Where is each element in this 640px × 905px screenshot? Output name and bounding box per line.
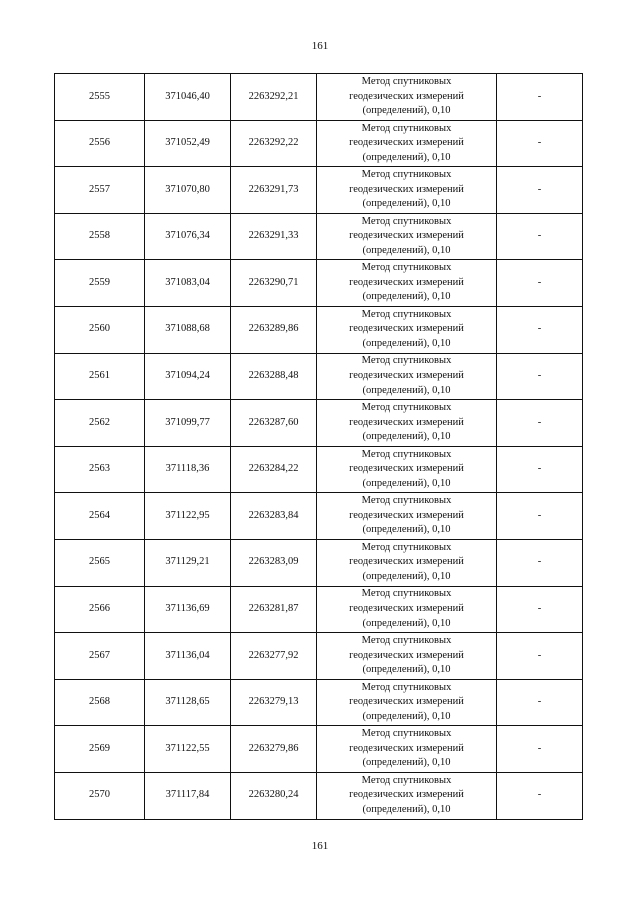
table-row: [55, 74, 583, 121]
method-text: Метод спутниковых геодезических измерений (определений), 0,10: [349, 262, 464, 303]
table-row: [55, 400, 583, 447]
point-number-cell: 2556: [55, 120, 145, 167]
method-text: Метод спутниковых геодезических измерений (определений), 0,10: [349, 448, 464, 489]
description-cell: -: [497, 679, 583, 726]
point-number-cell: 2563: [55, 446, 145, 493]
y-coordinate-cell: 2263291,33: [231, 213, 317, 260]
description-cell: -: [497, 400, 583, 447]
point-number-cell: 2559: [55, 260, 145, 307]
method-text: Метод спутниковых геодезических измерений (определений), 0,10: [349, 588, 464, 629]
point-number-cell: 2565: [55, 539, 145, 586]
y-coordinate-cell: 2263284,22: [231, 446, 317, 493]
table-row: [55, 260, 583, 307]
y-coordinate-cell: 2263280,24: [231, 772, 317, 819]
y-coordinate-cell: 2263288,48: [231, 353, 317, 400]
description-cell: -: [497, 586, 583, 633]
table-row: [55, 679, 583, 726]
point-number-cell: 2564: [55, 493, 145, 540]
method-text: Метод спутниковых геодезических измерений (определений), 0,10: [349, 541, 464, 583]
y-coordinate-cell: 2263279,13: [231, 679, 317, 726]
description-cell: -: [497, 446, 583, 493]
method-cell: [317, 74, 497, 121]
point-number-cell: 2569: [55, 726, 145, 773]
method-text: Метод спутниковых геодезических измерений (определений), 0,10: [349, 681, 464, 722]
x-coordinate-cell: 371129,21: [145, 539, 231, 586]
y-coordinate-cell: 2263287,60: [231, 400, 317, 447]
x-coordinate-cell: 371122,95: [145, 493, 231, 540]
y-coordinate-cell: 2263283,84: [231, 493, 317, 540]
point-number-cell: 2570: [55, 772, 145, 819]
description-cell: -: [497, 260, 583, 307]
method-text: Метод спутниковых геодезических измерений (определений), 0,10: [349, 495, 464, 536]
table-row: [55, 213, 583, 260]
method-cell: [317, 772, 497, 819]
method-cell: [317, 446, 497, 493]
x-coordinate-cell: 371136,69: [145, 586, 231, 633]
point-number-cell: 2560: [55, 306, 145, 353]
y-coordinate-cell: 2263283,09: [231, 539, 317, 586]
point-number-cell: 2567: [55, 633, 145, 680]
table-row: [55, 633, 583, 680]
x-coordinate-cell: 371052,49: [145, 120, 231, 167]
point-number-cell: 2566: [55, 586, 145, 633]
y-coordinate-cell: 2263291,73: [231, 167, 317, 214]
coordinates-table: [54, 73, 583, 820]
description-cell: -: [497, 539, 583, 586]
x-coordinate-cell: 371117,84: [145, 772, 231, 819]
x-coordinate-cell: 371122,55: [145, 726, 231, 773]
point-number-cell: 2561: [55, 353, 145, 400]
description-cell: -: [497, 726, 583, 773]
description-cell: -: [497, 213, 583, 260]
description-cell: -: [497, 167, 583, 214]
y-coordinate-cell: 2263292,21: [231, 74, 317, 121]
method-cell: [317, 400, 497, 447]
description-cell: -: [497, 493, 583, 540]
table-row: [55, 446, 583, 493]
x-coordinate-cell: 371088,68: [145, 306, 231, 353]
x-coordinate-cell: 371083,04: [145, 260, 231, 307]
method-text: Метод спутниковых геодезических измерений (определений), 0,10: [349, 215, 464, 256]
x-coordinate-cell: 371099,77: [145, 400, 231, 447]
method-cell: [317, 306, 497, 353]
table-row: [55, 120, 583, 167]
description-cell: -: [497, 120, 583, 167]
x-coordinate-cell: 371094,24: [145, 353, 231, 400]
x-coordinate-cell: 371046,40: [145, 74, 231, 121]
method-cell: [317, 167, 497, 214]
method-cell: [317, 539, 497, 586]
method-cell: [317, 493, 497, 540]
method-text: Метод спутниковых геодезических измерений (определений), 0,10: [349, 308, 464, 350]
method-cell: [317, 726, 497, 773]
table-row: [55, 167, 583, 214]
table-row: [55, 493, 583, 540]
coordinates-table-body: [55, 74, 583, 820]
y-coordinate-cell: 2263289,86: [231, 306, 317, 353]
method-text: Метод спутниковых геодезических измерений (определений), 0,10: [349, 355, 464, 396]
description-cell: -: [497, 306, 583, 353]
table-row: [55, 772, 583, 819]
y-coordinate-cell: 2263290,71: [231, 260, 317, 307]
method-cell: [317, 213, 497, 260]
method-text: Метод спутниковых геодезических измерений (определений), 0,10: [349, 402, 464, 443]
method-cell: [317, 120, 497, 167]
description-cell: -: [497, 74, 583, 121]
method-text: Метод спутниковых геодезических измерений (определений), 0,10: [349, 75, 464, 117]
x-coordinate-cell: 371128,65: [145, 679, 231, 726]
page-number-top: 161: [311, 40, 329, 52]
y-coordinate-cell: 2263292,22: [231, 120, 317, 167]
method-text: Метод спутниковых геодезических измерений (определений), 0,10: [349, 774, 464, 815]
method-text: Метод спутниковых геодезических измерений (определений), 0,10: [349, 728, 464, 769]
x-coordinate-cell: 371118,36: [145, 446, 231, 493]
y-coordinate-cell: 2263281,87: [231, 586, 317, 633]
description-cell: -: [497, 633, 583, 680]
method-cell: [317, 633, 497, 680]
description-cell: -: [497, 772, 583, 819]
method-cell: [317, 586, 497, 633]
y-coordinate-cell: 2263277,92: [231, 633, 317, 680]
method-text: Метод спутниковых геодезических измерений (определений), 0,10: [349, 635, 464, 676]
table-row: [55, 353, 583, 400]
x-coordinate-cell: 371076,34: [145, 213, 231, 260]
y-coordinate-cell: 2263279,86: [231, 726, 317, 773]
point-number-cell: 2568: [55, 679, 145, 726]
table-row: [55, 539, 583, 586]
table-row: [55, 586, 583, 633]
method-text: Метод спутниковых геодезических измерений (определений), 0,10: [349, 122, 464, 163]
page-number-bottom: 161: [311, 840, 329, 852]
description-cell: -: [497, 353, 583, 400]
method-text: Метод спутниковых геодезических измерений (определений), 0,10: [349, 169, 464, 210]
table-row: [55, 306, 583, 353]
x-coordinate-cell: 371136,04: [145, 633, 231, 680]
point-number-cell: 2562: [55, 400, 145, 447]
method-cell: [317, 679, 497, 726]
point-number-cell: 2555: [55, 74, 145, 121]
point-number-cell: 2558: [55, 213, 145, 260]
method-cell: [317, 353, 497, 400]
point-number-cell: 2557: [55, 167, 145, 214]
x-coordinate-cell: 371070,80: [145, 167, 231, 214]
table-row: [55, 726, 583, 773]
method-cell: [317, 260, 497, 307]
